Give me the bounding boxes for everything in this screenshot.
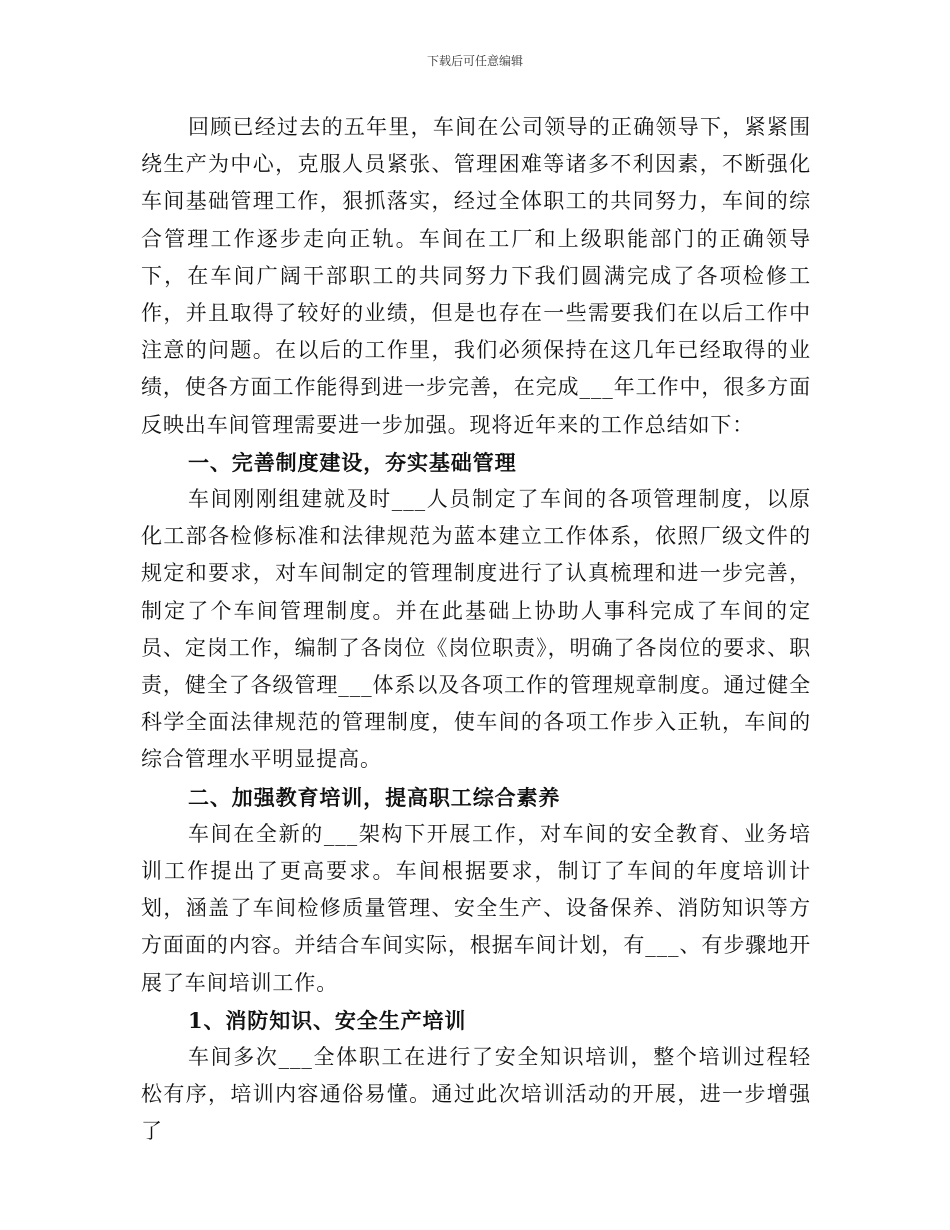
- section-2-paragraph: 车间在全新的___架构下开展工作，对车间的安全教育、业务培训工作提出了更高要求。车间根据要求，制订了车间的年度培训计划，涵盖了车间检修质量管理、安全生产、设备保养、消防知识等方方面面的内容。并结合车间实际，根据车间计划，有___、有步骤地开展了车间培训工作。: [141, 821, 811, 995]
- subsection-1-paragraph: 车间多次___全体职工在进行了安全知识培训，整个培训过程轻松有序，培训内容通俗易懂。通过此次培训活动的开展，进一步增强了: [141, 1045, 811, 1144]
- document-body: [141, 109, 811, 1151]
- subsection-heading-1: 1、消防知识、安全生产培训: [188, 1007, 467, 1033]
- page-header-note: 下载后可任意编辑: [426, 54, 523, 68]
- section-heading-2: 二、加强教育培训，提高职工综合素养: [188, 784, 561, 810]
- section-1-paragraph: 车间刚刚组建就及时___人员制定了车间的各项管理制度，以原化工部各检修标准和法律规范为蓝本建立工作体系，依照厂级文件的规定和要求，对车间制定的管理制度进行了认真梳理和进一步完善，制定了个车间管理制度。并在此基础上协助人事科完成了车间的定员、定岗工作，编制了各岗位《岗位职责》，明确了各岗位的要求、职责，健全了各级管理___体系以及各项工作的管理规章制度。通过健全科学全面法律规范的管理制度，使车间的各项工作步入正轨，车间的综合管理水平明显提高。: [141, 487, 811, 772]
- section-heading-1: 一、完善制度建设，夯实基础管理: [188, 449, 517, 475]
- intro-paragraph: 回顾已经过去的五年里，车间在公司领导的正确领导下，紧紧围绕生产为中心，克服人员紧张、管理困难等诸多不利因素，不断强化车间基础管理工作，狠抓落实，经过全体职工的共同努力，车间的综合管理工作逐步走向正轨。车间在工厂和上级职能部门的正确领导下，在车间广阔干部职工的共同努力下我们圆满完成了各项检修工作，并且取得了较好的业绩，但是也存在一些需要我们在以后工作中注意的问题。在以后的工作里，我们必须保持在这几年已经取得的业绩，使各方面工作能得到进一步完善，在完成___年工作中，很多方面反映出车间管理需要进一步加强。现将近年来的工作总结如下：: [141, 115, 811, 437]
